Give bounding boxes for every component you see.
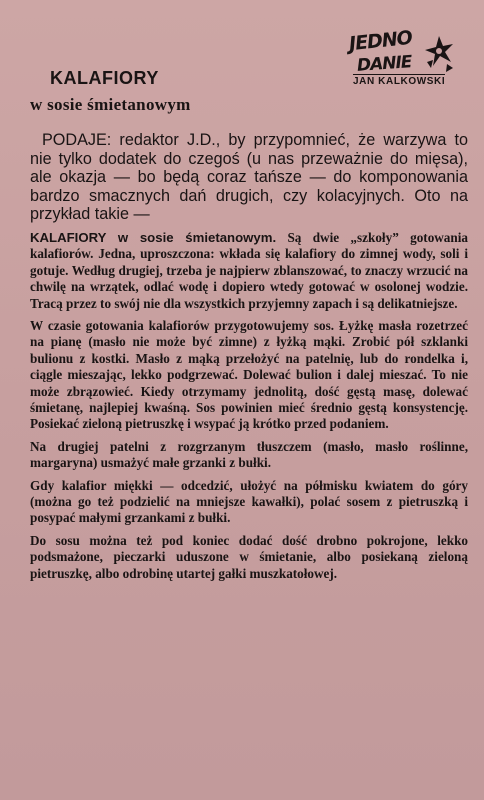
recipe-paragraph-3: Na drugiej patelni z rozgrzanym tłuszczem (masło, masło roślinne, margaryna) usmażyć małe grzanki z bułki. xyxy=(30,438,468,471)
recipe-paragraph-2: W czasie gotowania kalafiorów przygotowujemy sos. Łyżkę masła rozetrzeć na pianę (masło nie może być zimne) z łyżką mąki. Zrobić pół szklanki bulionu z kostki. Masło z mąką przełożyć na patelnię, lub do rondelka i, ciągle mieszając, lekko podgrzewać. Dolewać bulion i dalej mieszać. To nie może zbrązowieć. Kiedy otrzymamy jednolitą, dość gęstą masę, dolewać śmietanę, najlepiej kwaśną. Sos powinien mieć średnio gęstą konsystencję. Posiekać zieloną pietruszkę i wsypać ją krótko przed podaniem. xyxy=(30,318,468,432)
article-body xyxy=(30,131,468,588)
article-subtitle: w sosie śmietanowym xyxy=(30,95,191,114)
article-title: KALAFIORY xyxy=(50,68,159,88)
column-author: JAN KALKOWSKI xyxy=(353,76,446,87)
logo-line-2: DANIE xyxy=(356,52,413,76)
logo-line-1: JEDNO xyxy=(348,26,413,56)
recipe-paragraph-4: Gdy kalafior miękki — odcedzić, ułożyć na półmisku kwiatem do góry (można go też podzielić na mniejsze kawałki), polać sosem z pietruszką i posypać małymi grzankami z bułki. xyxy=(30,477,468,526)
paragraph-1-text: Są dwie „szkoły” gotowania kalafiorów. Jedna, uproszczona: wkłada się kalafiory do zimnej wody, soli i gotuje. Według drugiej, trzeba je najpierw zblanszować, to znaczy wrzucić na chwilę na wrzątek, odlać wodę i dopiero wtedy gotować w osolonej wodzie. Tracą przez to swój nie dla wszystkich przyjemny zapach i są delikatniejsze. xyxy=(30,229,468,311)
recipe-paragraph-1 xyxy=(30,230,468,312)
recipe-paragraph-5: Do sosu można też pod koniec dodać dość drobno pokrojone, lekko podsmażone, pieczarki uduszone w śmietanie, albo posiekaną zieloną pietruszkę, albo odrobinę utartej gałki muszkatołowej. xyxy=(30,532,468,581)
column-logo xyxy=(345,26,463,92)
flower-sprig-icon xyxy=(419,32,459,76)
dish-name: KALAFIORY w sosie śmietanowym. xyxy=(30,229,277,245)
intro-paragraph: PODAJE: redaktor J.D., by przypomnieć, że warzywa to nie tylko dodatek do czegoś (u nas przeważnie do mięsa), ale okazja — bo będą coraz tańsze — do komponowania bardzo smacznych dań drugich, czy kolacyjnych. Oto na przykład takie — xyxy=(30,131,468,224)
